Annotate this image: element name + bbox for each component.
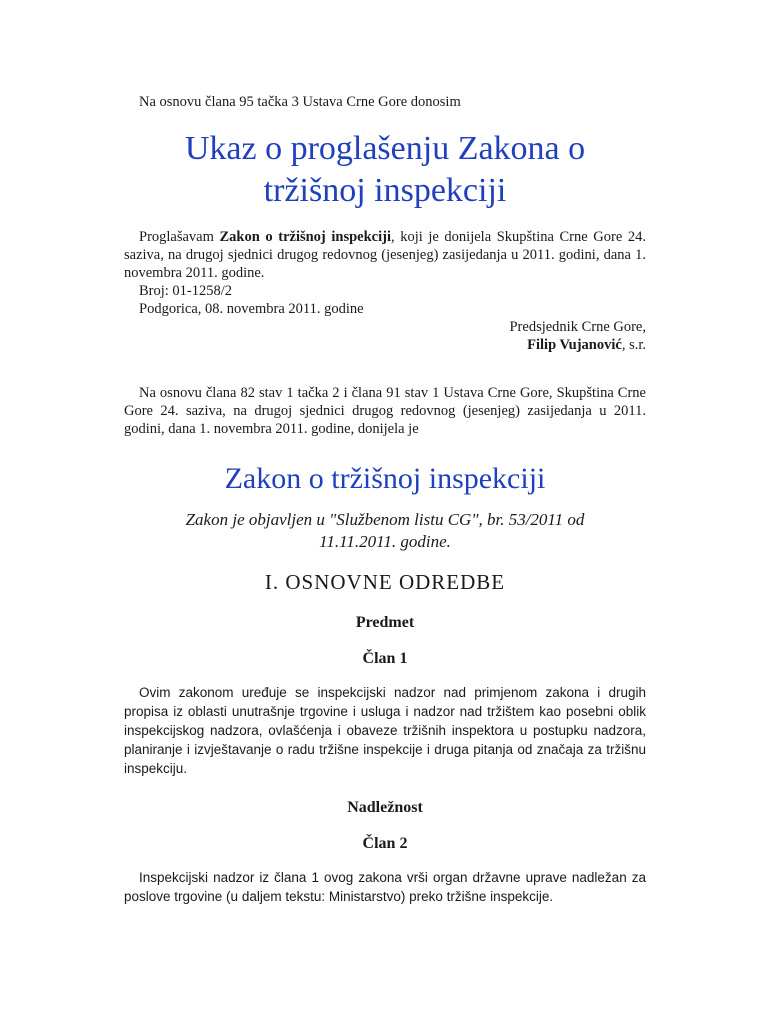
section-heading: I. OSNOVNE ODREDBE: [264, 570, 506, 594]
place-date-line: Podgorica, 08. novembra 2011. godine: [139, 301, 364, 317]
proclamation-paragraph: [124, 228, 646, 282]
article-1-heading: Predmet: [355, 614, 415, 631]
proclamation-law-name: Zakon o tržišnoj inspekciji: [219, 229, 391, 245]
article-1-text: Ovim zakonom uređuje se inspekcijski nadzor nad primjenom zakona i drugih propisa iz oblasti unutrašnje trgovine i usluga i nadzor nad tržištem kao posebni oblik inspekcijskog nadzora, ovlašćenja i obaveze tržišnih inspektora u postupku nadzora, planiranje i izvještavanje o radu tržišne inspekcije i druga pitanja od značaja za tržišnu inspekciju.: [124, 685, 646, 776]
proclamation-prefix: Proglašavam: [139, 229, 220, 245]
signature-role: Predsjednik Crne Gore,: [509, 319, 646, 335]
law-title: Zakon o tržišnoj inspekciji: [224, 462, 546, 495]
proclamation-suffix: , koji je donijela Skupština Crne Gore 24. saziva, na drugoj sjednici drugog redovnog (jesenjeg) zasijedanja u 2011. godini, dana 1. novembra 2011. godine.: [124, 229, 647, 281]
broj-line: Broj: 01-1258/2: [139, 283, 233, 299]
signature-name: Filip Vujanović: [527, 337, 622, 353]
publication-note: Zakon je objavljen u "Službenom listu CG", br. 53/2011 od 11.11.2011. godine.: [185, 510, 585, 551]
signature-line: [124, 336, 646, 354]
article-1-label: Član 1: [362, 650, 408, 667]
article-2-text: Inspekcijski nadzor iz člana 1 ovog zakona vrši organ državne uprave nadležan za poslove trgovine (u daljem tekstu: Ministarstvo) preko tržišne inspekcije.: [124, 870, 646, 904]
document-page: [124, 0, 646, 906]
article-2-label: Član 2: [362, 835, 408, 852]
signature-suffix: , s.r.: [621, 337, 646, 353]
article-2-heading: Nadležnost: [347, 799, 423, 816]
intro-line: Na osnovu člana 95 tačka 3 Ustava Crne Gore donosim: [139, 94, 461, 110]
basis-paragraph: Na osnovu člana 82 stav 1 tačka 2 i člana 91 stav 1 Ustava Crne Gore, Skupština Crne Gore 24. saziva, na drugoj sjednici drugog redovnog (jesenjeg) zasijedanja u 2011. godini, dana 1. novembra 2011. godine, donijela je: [124, 385, 646, 437]
ukaz-title: Ukaz o proglašenju Zakona o tržišnoj inspekciji: [184, 130, 586, 209]
